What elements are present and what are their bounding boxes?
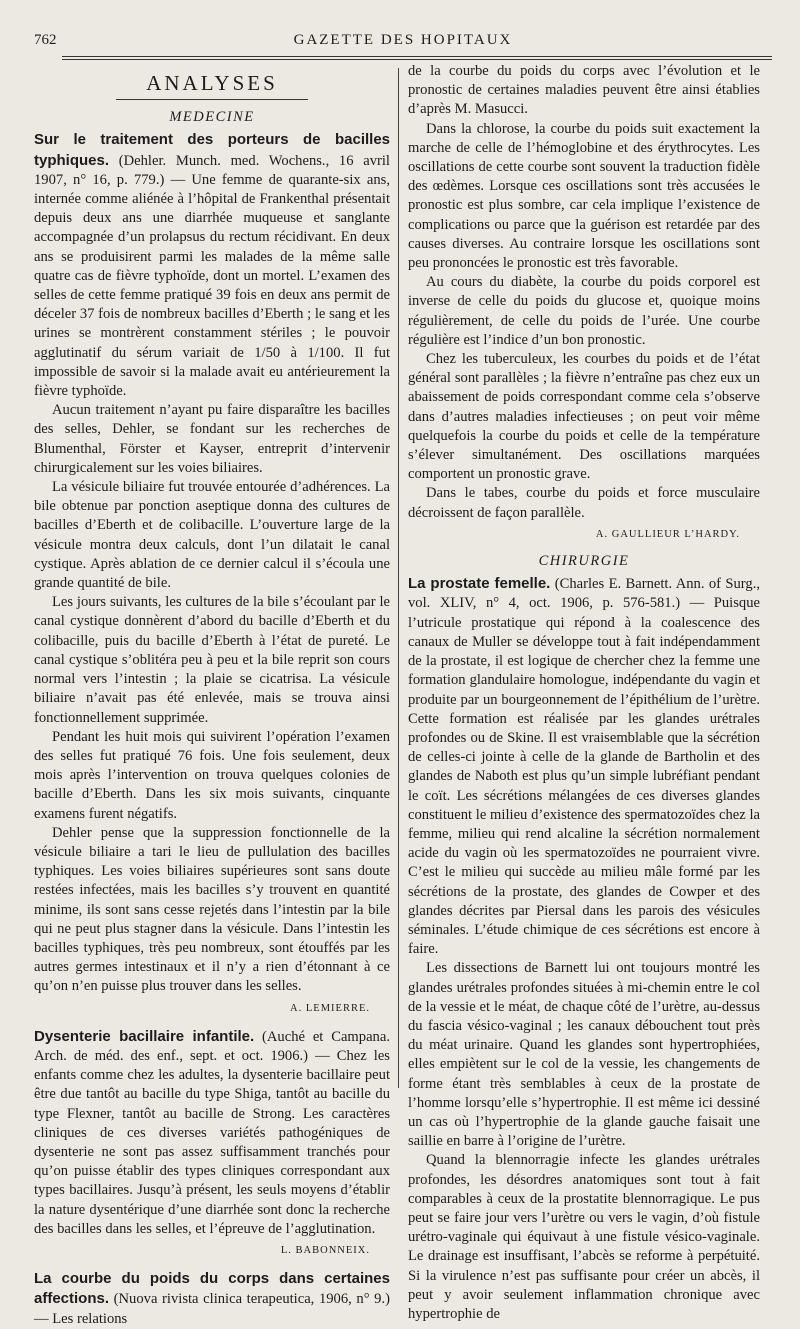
article-title: La prostate femelle. xyxy=(408,575,551,593)
article-ref: (Nuova rivista clinica terapeutica, 1906, n° 9.) xyxy=(113,1291,390,1308)
paragraph: Dehler pense que la suppression fonctionnelle de la vésicule biliaire a tari le lieu de pullulation des bacilles typhiques. Les voies biliaires supérieures sont sans doute restées infectées, mais les bacilles s’y trouvent en quantité minime, ils sont sans cesse rejetés dans l’intestin par la bile qui ne peut plus stagner dans la vésicule. Dans l’intestin les bacilles typhiques, très peu nombreux, sont étouffés par les autres germes intestinaux et il n’y a rien d’étonnant à ce qu’on n’en puisse plus trouver dans les selles. xyxy=(34,824,390,995)
article-text: — Chez les enfants comme chez les adultes, la dysenterie bacillaire peut être due tantôt au bacille du type Shiga, tantôt au bacille du type Flexner, tantôt au bacille de Strong. Les caractères cliniques de ces diverses variétés pathogéniques de dysenterie ne sont pas assez suffisamment tranchés pour qu’on puisse établir des types cliniques correspondant aux types bacillaires. Jusqu’à présent, les seuls moyens d’établir la nature dysentérique d’une diarrhée sont donc la recherche des bacilles dans les selles, et l’épreuve de l’agglutination. xyxy=(34,1047,390,1237)
article-text: — Les relations xyxy=(34,1310,128,1327)
running-header xyxy=(34,28,772,52)
article-dysentery xyxy=(34,1027,390,1239)
analyses-banner xyxy=(34,70,390,100)
paragraph: Chez les tuberculeux, les courbes du poids et de l’état général sont parallèles ; la fièvre n’entraîne pas chez eux un abaissement de poids correspondant comme cela s’observe dans d’autres maladies infectieuses ; on peut voir même quelquefois la courbe du poids et celle de la température s’élever simultanément. Des oscillations marquées comportent un pronostic grave. xyxy=(408,351,760,483)
analyses-heading: ANALYSES xyxy=(116,70,308,100)
signature: A. GAULLIEUR L’HARDY. xyxy=(595,528,740,540)
article-ref: (Charles E. Barnett. Ann. of Surg., vol. XLIV, n° 4, oct. 1906, p. 576-581.) xyxy=(408,576,760,612)
signature: L. BABONNEIX. xyxy=(280,1244,370,1256)
section-chirurgie: CHIRURGIE xyxy=(538,553,630,570)
paragraph: Dans le tabes, courbe du poids et force musculaire décroissent de façon parallèle. xyxy=(408,485,760,521)
paragraph: Quand la blennorragie infecte les glandes urétrales profondes, les désordres anatomiques sont tout à fait comparables à ceux de la prostatite blennorragique. Le pus peut se faire jour vers l’urètre ou vers le vagin, d’où fistule urétro-vaginale qui équivaut à une fistule vésico-vaginale. Le drainage est insuffisant, l’abcès se reforme à perpétuité. Si la virulence n’est pas suffisante pour créer un abcès, il peut y avoir seulement inflammation chronique avec hypertrophie de xyxy=(408,1152,760,1322)
article-title: La courbe du poids du corps dans certaines affections. xyxy=(34,1270,390,1308)
page-number: 762 xyxy=(34,32,57,48)
paragraph: Les dissections de Barnett lui ont toujours montré les glandes urétrales profondes situées à mi-chemin entre le col de la vessie et le méat, de chaque côté de l’urètre, au-dessus du fascia vésico-vaginal ; les canaux débouchent tout près du méat urinaire. Quand les glandes sont hypertrophiées, elles empiètent sur le col de la vessie, les changements de forme étant très semblables à ceux de la prostate de l’homme lorsqu’elle s’hypertrophie. Il est même ici dessiné un cas où l’hypertrophie de la glande gauche faisait une saillie en barre à l’origine de l’urètre. xyxy=(408,960,760,1150)
paragraph: Les jours suivants, les cultures de la bile s’écoulant par le canal cystique donnèrent d’abord du bacille d’Eberth et du colibacille, puis du bacille d’Eberth à l’état de pureté. Le canal cystique s’oblitéra peu à peu et la bile reprit son cours normal vers l’intestin ; la plaie se cicatrisa. La vésicule biliaire n’avait pas été enlevée, mais se trouva ainsi fonctionnellement supprimée. xyxy=(34,594,390,726)
right-column xyxy=(408,62,760,1324)
section-medecine: MEDECINE xyxy=(169,109,255,126)
article-ref: (Dehler. Munch. med. Wochens., 16 avril 1907, n° 16, p. 779.) xyxy=(34,152,390,188)
article-ref: (Auché et Campana. Arch. de méd. des enf., sept. et oct. 1906.) xyxy=(34,1028,390,1064)
article-typhoid xyxy=(34,130,390,401)
article-text: — Une femme de quarante-six ans, internée comme aliénée à l’hôpital de Frankenthal présentait depuis deux ans une diarrhée muqueuse et sanglante accompagnée d’un prolapsus du rectum récidivant. En deux ans se produisirent parmi les malades de la même salle quatre cas de fièvre typhoïde, dont un mortel. L’examen des selles de cette femme pratiqué 39 fois en deux ans permit de déceler 37 fois de nombreux bacilles d’Eberth ; le sang et les urines se montrèrent constamment stériles ; le pouvoir agglutinatif du sérum variait de 1/50 à 1/100. Il fut impossible de savoir si la malade avait eu antérieurement la fièvre typhoïde. xyxy=(34,171,390,400)
article-title: Dysenterie bacillaire infantile. xyxy=(34,1027,255,1045)
column-divider xyxy=(398,68,399,1088)
paragraph: Dans la chlorose, la courbe du poids suit exactement la marche de celle de l’hémoglobine et des érythrocytes. Les oscillations de cette courbe sont souvent la traduction fidèle des œdèmes. Lorsque ces oscillations sont très accusées le pronostic est plus sombre, car cela implique l’existence de complications ou parce que la guérison est retardée par des causes diverses. Au contraire lorsque les oscillations sont peu prononcées le pronostic est très favorable. xyxy=(408,120,760,272)
paragraph: Pendant les huit mois qui suivirent l’opération l’examen des selles fut pratiqué 76 fois. Une fois seulement, deux mois après l’intervention on trouva quelques colonies de bacille d’Eberth. Dans les six mois suivants, cinquante examens furent négatifs. xyxy=(34,728,390,822)
paragraph-continued: de la courbe du poids du corps avec l’évolution et le pronostic de certaines maladies peuvent être ainsi établies d’après M. Masucci. xyxy=(408,63,760,118)
article-prostate xyxy=(408,574,760,959)
left-column xyxy=(34,62,390,1329)
header-rule-double xyxy=(62,59,772,60)
header-rule xyxy=(62,56,772,57)
article-weight-curve xyxy=(34,1269,390,1329)
paragraph: Aucun traitement n’ayant pu faire disparaître les bacilles des selles, Dehler, se fondant sur les recherches de Blumenthal, Förster et Kayser, entreprit d’intervenir chirurgicalement sur les voies biliaires. xyxy=(34,402,390,476)
paragraph: Au cours du diabète, la courbe du poids corporel est inverse de celle du poids du glucose et, quoique moins régulièrement, de celle du poids de l’urée. Une courbe régulière est l’indice d’un bon pronostic. xyxy=(408,274,760,348)
paragraph: La vésicule biliaire fut trouvée entourée d’adhérences. La bile obtenue par ponction aseptique donna des cultures de bacilles d’Eberth et de colibacille. L’ouverture large de la vésicule montra deux calculs, dont l’un dilatait le canal cystique. Après ablation de ce dernier calcul il s’écoula une grande quantité de bile. xyxy=(34,479,390,592)
running-title: GAZETTE DES HOPITAUX xyxy=(293,32,513,48)
signature: A. LEMIERRE. xyxy=(290,1002,370,1014)
article-title: Sur le traitement des porteurs de bacilles typhiques. xyxy=(34,131,390,169)
article-text: — Puisque l’utricule prostatique qui répond à la coalescence des canaux de Muller se développe tout à fait indépendamment de la prostate, il est logique de chercher chez la femme une formation glandulaire homologue, indépendante du vagin et produite par un bourgeonnement de l’épithélium de l’urètre. Cette formation est réalisée par les glandes urétrales profondes ou de Skine. Il est vraisemblable que la sécrétion de celles-ci jointe à celle de la glande de Bartholin et des glandes de Naboth est plus qu’un simple lubréfiant pendant le coït. Les sécrétions mélangées de ces diverses glandes constituent le milieu d’existence des spermatozoïdes chez la femme, milieu qui rend alcaline la sécrétion normalement acide du vagin où les spermatozoïdes ne pourraient vivre. C’est le milieu qui succède au milieu mâle formé par les sécrétions de la prostate, des glandes de Cowper et des glandes décrites par Piersal dans les parois des vésicules séminales. L’étude chimique de ces sécrétions est encore à faire. xyxy=(408,595,760,958)
